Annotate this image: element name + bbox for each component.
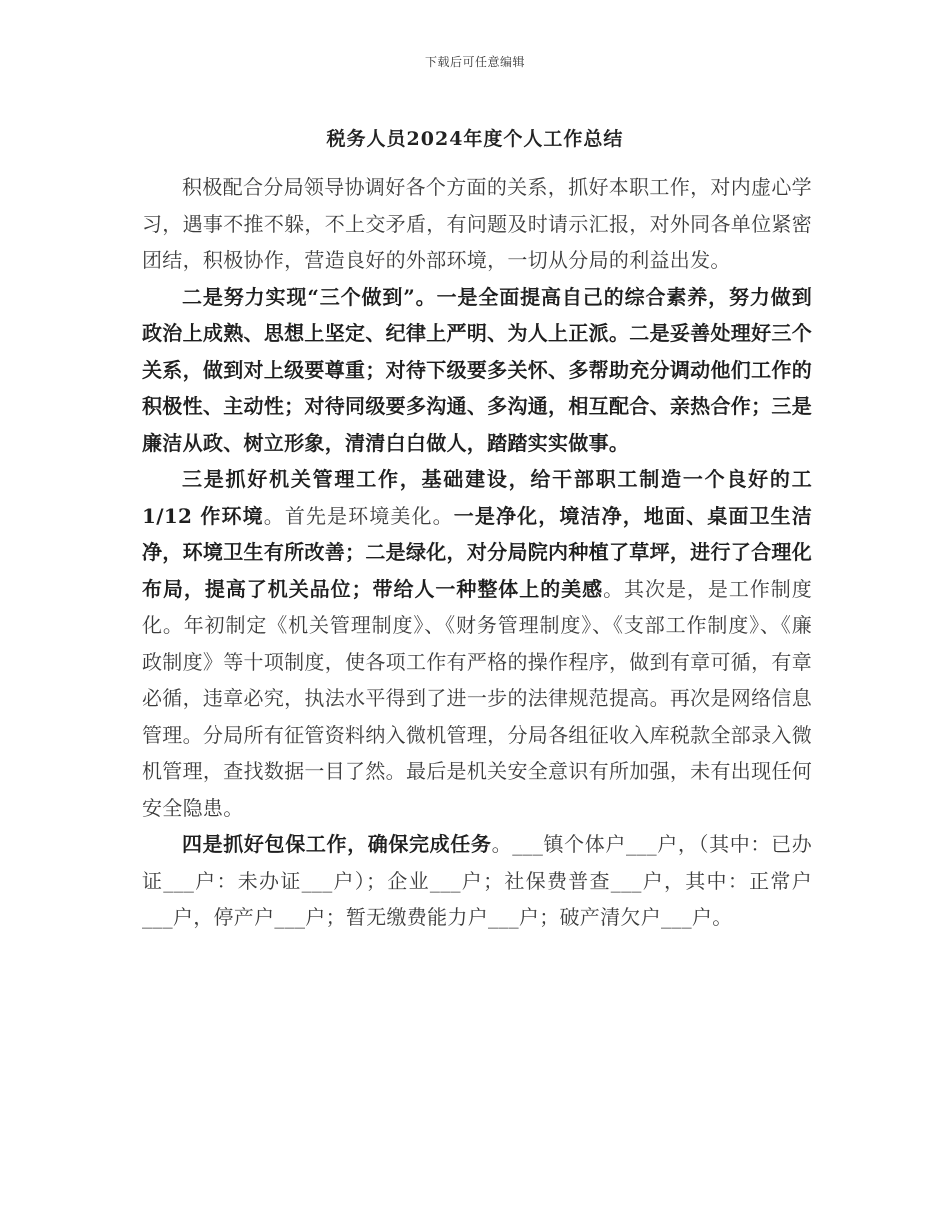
paragraph-3-heading: 三是抓好机关管理工作，基础建设，给干部职工制造一个良好的工 1/12 作环境 (142, 467, 812, 528)
paragraph-2-text: 二是努力实现“三个做到”。一是全面提高自己的综合素养，努力做到政治上成熟、思想上坚定、纪律上严明、为人上正派。二是妥善处理好三个关系，做到对上级要尊重；对待下级要多关怀、多帮助充分调动他们工作的积极性、主动性；对待同级要多沟通、多沟通，相互配合、亲热合作；三是廉洁从政、树立形象，清清白白做人，踏踏实实做事。 (142, 284, 812, 455)
page-header: 下载后可任意编辑 (424, 55, 525, 69)
paragraph-1-text: 积极配合分局领导协调好各个方面的关系，抓好本职工作，对内虚心学习，遇事不推不躲，不上交矛盾，有问题及时请示汇报，对外同各单位紧密团结，积极协作，营造良好的外部环境，一切从分局的利益出发。 (142, 175, 812, 272)
document-title: 税务人员2024年度个人工作总结 (326, 128, 624, 150)
paragraph-1 (142, 169, 812, 279)
paragraph-4 (142, 826, 812, 936)
paragraph-3 (142, 461, 812, 826)
paragraph-3-text-a: 。首先是环境美化。 (263, 503, 454, 528)
document-body (142, 169, 812, 936)
paragraph-4-heading: 四是抓好包保工作，确保完成任务 (182, 832, 492, 856)
paragraph-3-emphasis: 一是净化，境洁净，地面、桌面卫生洁净，环境卫生有所改善；二是绿化，对分局院内种植了草坪，进行了合理化布局，提高了机关品位；带给人一种整体上的美感 (142, 503, 812, 601)
paragraph-2 (142, 279, 812, 462)
paragraph-4-text: 。___镇个体户___户，（其中：已办证___户：未办证___户）；企业___户；社保费普查___户，其中：正常户___户，停产户___户；暂无缴费能力户___户；破产清欠户___户。 (142, 832, 813, 929)
paragraph-3-text-b: 。其次是，是工作制度化。年初制定《机关管理制度》、《财务管理制度》、《支部工作制度》、《廉政制度》等十项制度，使各项工作有严格的操作程序，做到有章可循，有章必循，违章必究，执法水平得到了进一步的法律规范提高。再次是网络信息管理。分局所有征管资料纳入微机管理，分局各组征收入库税款全部录入微机管理，查找数据一目了然。最后是机关安全意识有所加强，未有出现任何安全隐患。 (142, 576, 812, 820)
